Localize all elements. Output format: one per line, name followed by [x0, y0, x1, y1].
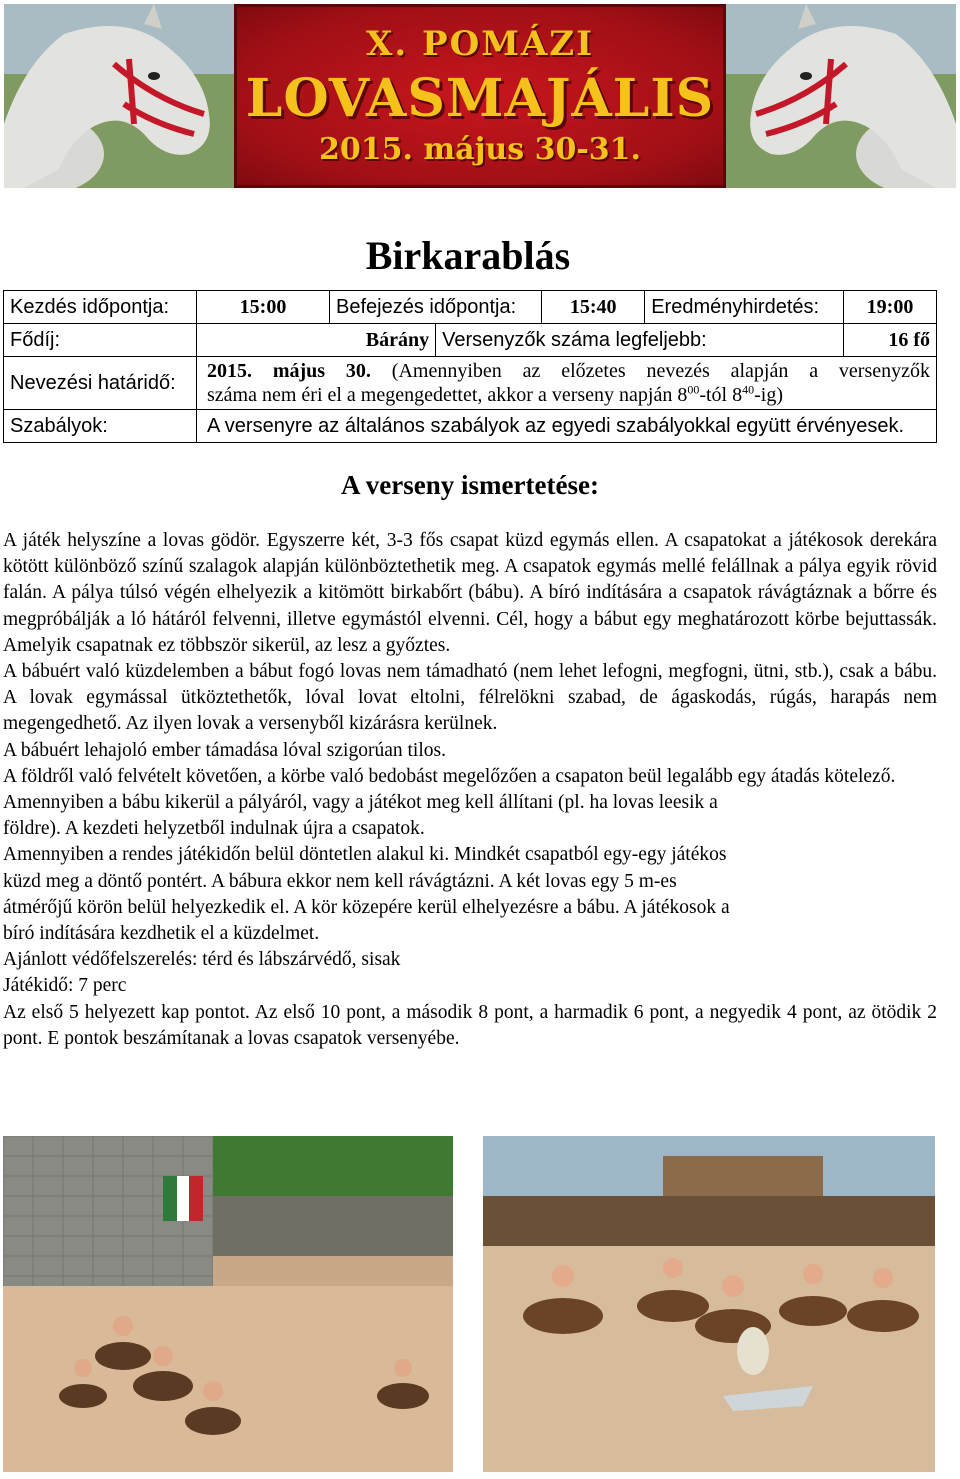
deadline-line-1 [207, 359, 930, 383]
end-label: Befejezés időpontja: [330, 291, 542, 324]
rules-description [3, 528, 937, 1052]
banner-edition: X. POMÁZI [366, 24, 594, 64]
paragraph-tiebreak-line-4: bíró indítására kezdhetik el a küzdelmet. [3, 923, 320, 945]
event-info-table [3, 290, 937, 443]
prize-value: Bárány [197, 324, 436, 357]
horse-head-left-image [4, 4, 234, 188]
start-value: 15:00 [197, 291, 330, 324]
paragraph-playtime: Játékidő: 7 perc [3, 975, 127, 997]
deadline-label: Nevezési határidő: [4, 357, 197, 410]
horse-head-right-image [726, 4, 956, 188]
section-heading: A verseny ismertetése: [341, 470, 599, 500]
results-value: 19:00 [844, 291, 937, 324]
max-participants-value: 16 fő [844, 324, 937, 357]
paragraph-tiebreak-line-1: Amennyiben a rendes játékidőn belül döntetlen alakul ki. Mindkét csapatból egy-egy játékos [3, 844, 727, 866]
paragraph-tiebreak-line-3: átmérőjű körön belül helyezkedik el. A kör közepére kerül elhelyezésre a bábu. A játékosok a [3, 896, 730, 918]
deadline-time-start-minutes: 00 [687, 382, 700, 397]
max-participants-label: Versenyzők száma legfeljebb: [436, 324, 844, 357]
deadline-value [197, 357, 937, 410]
paragraph-scoring: Az első 5 helyezett kap pontot. Az első 10 pont, a második 8 pont, a harmadik 6 pont, a negyedik 4 pont, az ötödik 2 pont. E pontok beszámítanak a lovas csapatok versenyébe. [3, 1001, 937, 1049]
deadline-note-2a: száma nem éri el a megengedettet, akkor a verseny napján 8 [207, 384, 688, 406]
deadline-note-2b: -tól 8 [699, 384, 743, 406]
end-value: 15:40 [542, 291, 645, 324]
paragraph-restart-line-2: földre). A kezdeti helyzetből indulnak újra a csapatok. [3, 818, 425, 840]
page-title: Birkarablás [365, 233, 571, 278]
paragraph-pass-rule: A földről való felvételt követően, a körbe való bedobást megelőzően a csapaton beül legalább egy átadás kötelező. [3, 765, 896, 787]
prize-label: Fődíj: [4, 324, 197, 357]
rules-value: A versenyre az általános szabályok az egyedi szabályokkal együtt érvényesek. [197, 410, 937, 443]
rules-label: Szabályok: [4, 410, 197, 443]
results-label: Eredményhirdetés: [645, 291, 844, 324]
table-row [4, 357, 937, 410]
banner-dates: 2015. május 30-31. [319, 132, 641, 167]
deadline-time-end-minutes: 40 [742, 382, 755, 397]
paragraph-bending-rider: A bábuért lehajoló ember támadása lóval szigorúan tilos. [3, 739, 446, 761]
deadline-note-2c: -ig) [754, 384, 784, 406]
paragraph-fighting-rules: A bábuért való küzdelemben a bábut fogó lovas nem támadható (nem lehet lefogni, megfogni, ütni, stb.), csak a bábu. A lovak egymással ütköztethetők, lóval lovat eltolni, félrelökni szabad, de ágaskodás, rúgás, harapás nem megengedhető. Az ilyen lovak a versenyből kizárásra kerülnek. [3, 661, 937, 735]
banner-event-name: LOVASMAJÁLIS [245, 68, 715, 129]
table-row [4, 410, 937, 443]
deadline-line-2 [207, 383, 930, 407]
paragraph-tiebreak-line-2: küzd meg a döntő pontért. A bábura ekkor nem kell rávágtázni. A két lovas egy 5 m-es [3, 870, 677, 892]
deadline-date: 2015. május 30. [207, 360, 371, 382]
start-label: Kezdés időpontja: [4, 291, 197, 324]
event-photo-left [3, 1136, 453, 1472]
paragraph-restart-line-1: Amennyiben a bábu kikerül a pályáról, vagy a játékot meg kell állítani (pl. ha lovas leesik a [3, 792, 718, 814]
table-row [4, 291, 937, 324]
paragraph-overview: A játék helyszíne a lovas gödör. Egyszerre két, 3-3 fős csapat küzd egymás ellen. A csapatokat a játékosok derekára kötött különböző színű szalagok alapján különböztethetik meg. A csapatok egymás mellé felállnak a pálya egyik rövid falán. A pálya túlsó végén elhelyezik a kitömött birkabőrt (bábu). A bíró indítására a csapatok rávágtáznak a bőrre és megpróbálják a ló hátáról felvenni, illetve egymástól elvenni. Cél, hogy a bábut egy meghatározott körbe bejuttassák. Amelyik csapatnak ez többször sikerül, az lesz a győztes. [3, 530, 937, 656]
event-photo-right [483, 1136, 935, 1472]
paragraph-equipment: Ajánlott védőfelszerelés: térd és lábszárvédő, sisak [3, 949, 401, 971]
event-banner [4, 4, 956, 188]
table-row [4, 324, 937, 357]
banner-title-panel [234, 4, 726, 188]
deadline-note-1: (Amennyiben az előzetes nevezés alapján a versenyzők [391, 360, 931, 382]
